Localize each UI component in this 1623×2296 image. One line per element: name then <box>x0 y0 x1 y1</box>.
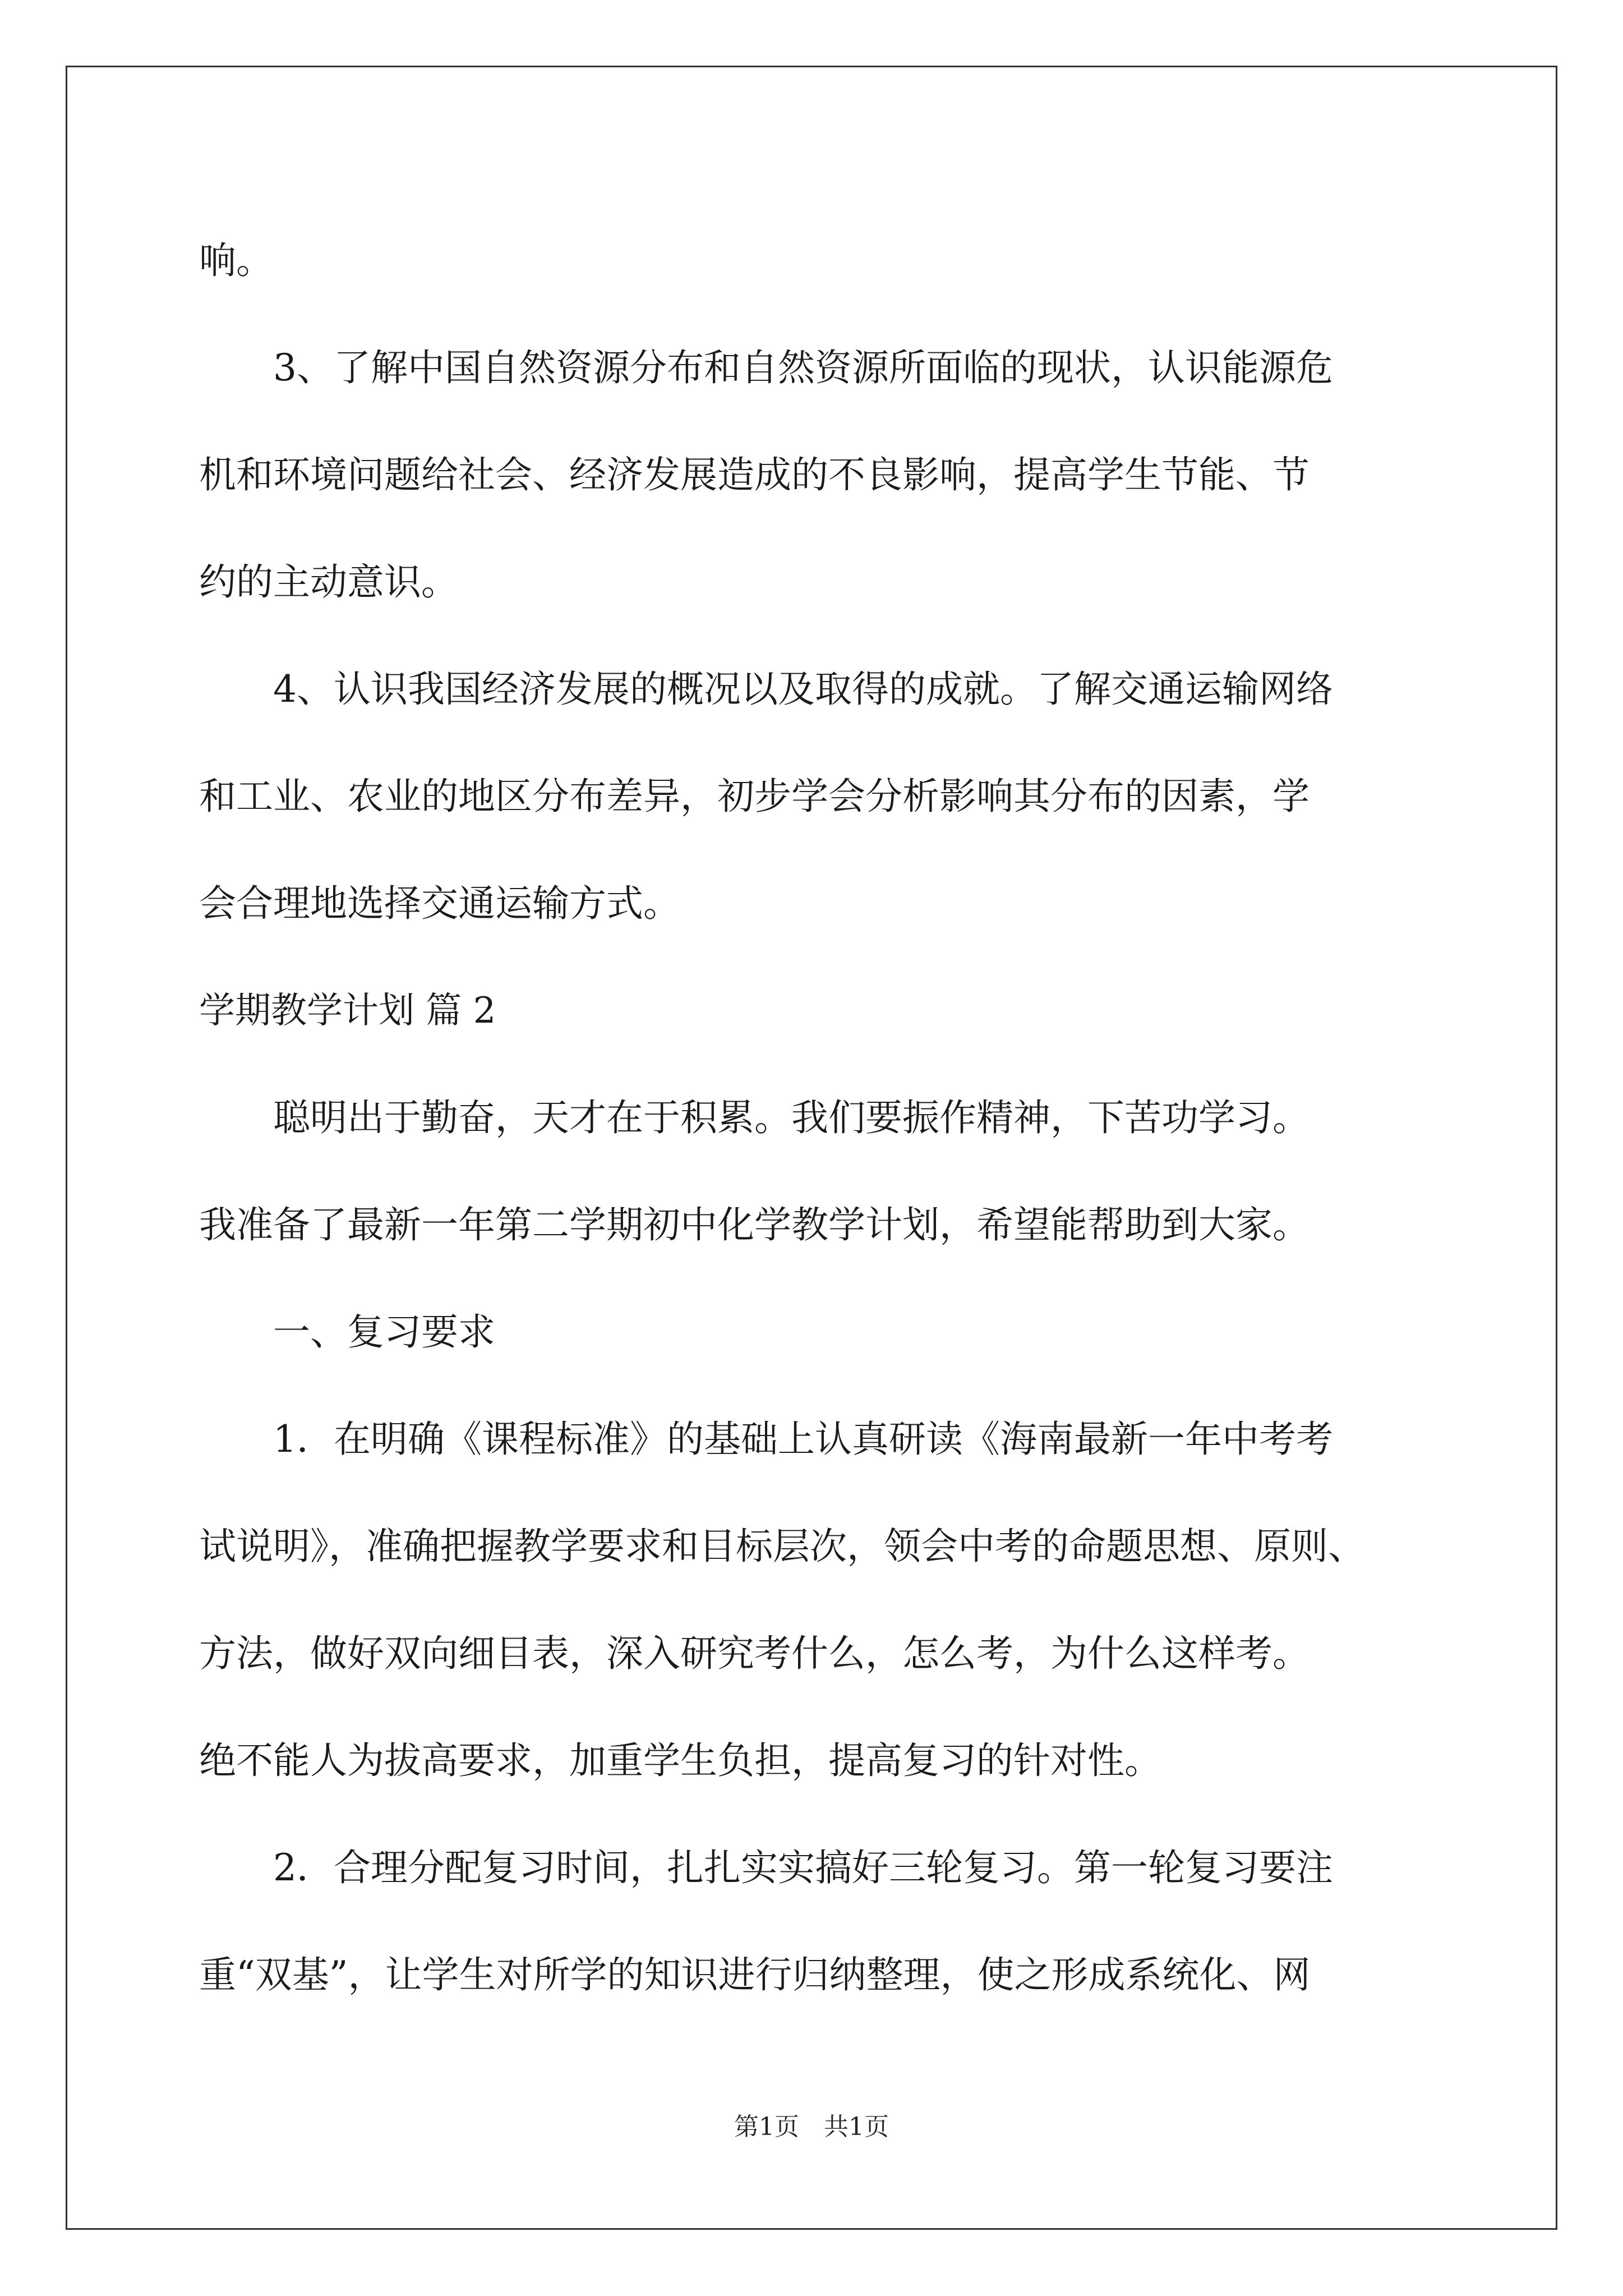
document-body <box>199 216 1427 2037</box>
text-line: 试说明》，准确把握教学要求和目标层次，领会中考的命题思想、原则、 <box>199 1525 1365 1568</box>
text-line: 1．在明确《课程标准》的基础上认真研读《海南最新一年中考考 <box>199 1418 1333 1461</box>
text-line: 响。 <box>199 239 273 282</box>
text-line: 3、了解中国自然资源分布和自然资源所面临的现状，认识能源危 <box>199 346 1333 389</box>
page-number-footer: 第1页 共1页 <box>734 2113 889 2141</box>
text-line: 方法，做好双向细目表，深入研究考什么，怎么考，为什么这样考。 <box>199 1632 1310 1675</box>
text-line: 2．合理分配复习时间，扎扎实实搞好三轮复习。第一轮复习要注 <box>199 1846 1333 1889</box>
text-line: 重“双基”，让学生对所学的知识进行归纳整理，使之形成系统化、网 <box>199 1953 1311 1996</box>
subsection-heading: 一、复习要求 <box>199 1310 495 1354</box>
text-line: 会合理地选择交通运输方式。 <box>199 882 680 925</box>
text-line: 和工业、农业的地区分布差异，初步学会分析影响其分布的因素，学 <box>199 775 1310 818</box>
text-line: 聪明出于勤奋，天才在于积累。我们要振作精神，下苦功学习。 <box>199 1096 1310 1139</box>
text-line: 约的主动意识。 <box>199 560 458 604</box>
text-line: 绝不能人为拔高要求，加重学生负担，提高复习的针对性。 <box>199 1739 1161 1782</box>
text-line: 我准备了最新一年第二学期初中化学教学计划，希望能帮助到大家。 <box>199 1203 1310 1246</box>
section-heading: 学期教学计划 篇 2 <box>199 990 496 1032</box>
text-line: 4、认识我国经济发展的概况以及取得的成就。了解交通运输网络 <box>199 668 1333 711</box>
text-line: 机和环境问题给社会、经济发展造成的不良影响，提高学生节能、节 <box>199 453 1310 496</box>
